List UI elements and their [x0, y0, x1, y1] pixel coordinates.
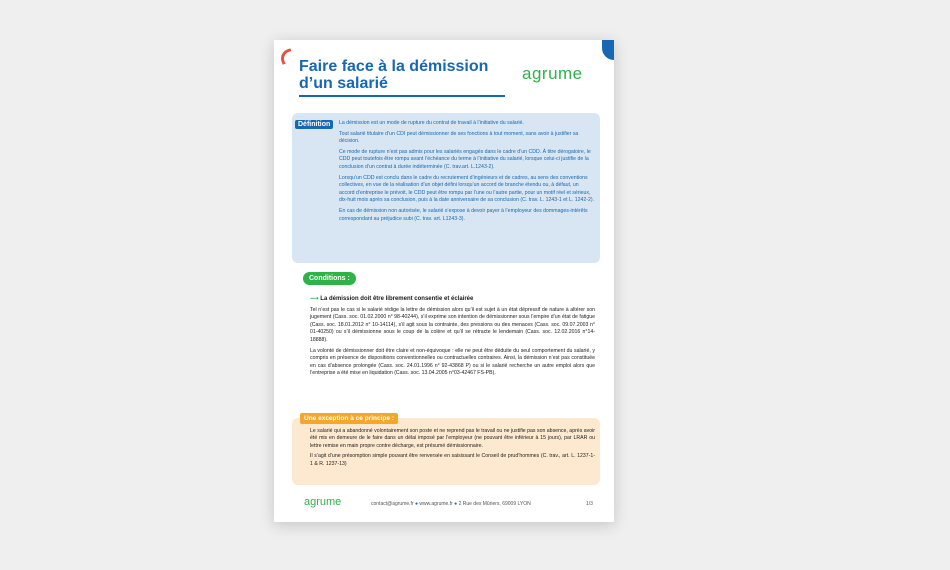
condition-paragraph: Tel n’est pas le cas si le salarié rédige la lettre de démission alors qu’il est sujet à un état dépressif de nature à altérer son jugement (Cass. soc. 01.02.2000 n° 98-40244), s’il exprime son intention de démissionner sous l’empire d’un état de fatigue (Cass. soc. 18.01.2012 n° 10-14114), s’il agit sous la contrainte, des pressions ou des menaces (Cass. soc. 09.07.2003 n° 01-40250) ou s’il démissionne sous le coup de la colère et qu’il se rétracte le lendemain (Cass. soc. 12.02.2016 n°14-18888). — [310, 307, 595, 343]
definition-tag: Définition — [295, 120, 333, 129]
definition-box — [292, 113, 600, 263]
footer-website[interactable]: www.agrume.fr — [419, 501, 453, 507]
document-title: Faire face à la démission d’un salarié — [299, 58, 489, 92]
condition-heading-text: La démission doit être librement consentie et éclairée — [320, 296, 474, 302]
definition-paragraph: La démission est un mode de rupture du contrat de travail à l’initiative du salarié. — [339, 120, 524, 126]
footer-address: 2 Rue des Mûriers, 69009 LYON — [458, 501, 531, 507]
conditions-tag: Conditions : — [303, 272, 356, 285]
title-underline — [299, 95, 505, 97]
condition-heading — [310, 295, 473, 302]
exception-paragraph: Il s’agit d’une présomption simple pouvant être renversée en saisissant le Conseil de prud’hommes (C. trav., art. L. 1237-1-1 & R. 1237-13) — [310, 453, 595, 467]
condition-text — [310, 307, 595, 382]
page-footer — [304, 498, 604, 512]
arrow-right-icon: ⟶ — [310, 296, 319, 302]
definition-paragraph: Lorsqu’un CDD est conclu dans le cadre du recrutement d’ingénieurs et de cadres, au sens des conventions collectives, en vue de la réalisation d’un objet défini lorsqu’un accord de branche étendu ou, à défaut, un accord d’entreprise le prévoit, le CDD peut être rompu par l’une ou l’autre partie, pour un motif réel et sérieux, dix-huit mois après sa conclusion, puis à la date anniversaire de sa conclusion (C. trav. L. 1243-1 et L. 1242-2). — [339, 174, 595, 204]
separator-dot-icon: ● — [414, 501, 420, 507]
decorative-arc-icon — [278, 48, 295, 65]
decorative-corner-icon — [602, 40, 614, 60]
exception-text — [310, 428, 595, 471]
brand-logo: agrume — [522, 64, 583, 83]
document-page — [274, 40, 614, 522]
condition-paragraph: La volonté de démissionner doit être claire et non-équivoque : elle ne peut être déduite du seul comportement du salarié, y compris en présence de dispositions conventionnelles ou contractuelles contraires. Ainsi, la démission n’est pas constituée en cas d’absence prolongée (Cass. soc. 24.01.1996 n° 92-43868 P) ou si le salarié recherche un autre emploi alors que l’entreprise a été mise en liquidation (Cass. soc. 13.04.2005 n°03-42467 FS-PB). — [310, 348, 595, 377]
definition-text — [339, 120, 595, 226]
footer-email[interactable]: contact@agrume.fr — [371, 501, 414, 507]
footer-logo: agrume — [304, 496, 342, 508]
definition-paragraph: En cas de démission non autorisée, le salarié s’expose à devoir payer à l’employeur des dommages-intérêts correspondant au préjudice subi (C. trav. art. L1243-3). — [339, 207, 588, 222]
exception-box — [292, 415, 600, 485]
separator-dot-icon: ● — [454, 501, 459, 507]
page-number: 1/3 — [586, 501, 593, 507]
footer-contact — [371, 501, 531, 507]
definition-paragraph: Ce mode de rupture n’est pas admis pour les salariés engagés dans le cadre d’un CDD. À titre dérogatoire, le CDD peut toutefois être rompu avant l’échéance du terme à l’initiative du salarié, lorsque celui-ci justifie de la conclusion d’un contrat à durée indéterminée (C. trav.art. L.1243-2). — [339, 148, 591, 170]
exception-paragraph: Le salarié qui a abandonné volontairement son poste et ne reprend pas le travail ou ne justifie pas son absence, après avoir été mis en demeure de le faire dans un délai imposé par l’employeur (ne pouvant être inférieur à 15 jours), par LRAR ou lettre remise en main propre contre décharge, est présumé démissionnaire. — [310, 428, 595, 449]
definition-paragraph: Tout salarié titulaire d’un CDI peut démissionner de ses fonctions à tout moment, sans avoir à justifier sa décision. — [339, 130, 579, 145]
exception-tag: Une exception à ce principe : — [300, 413, 398, 424]
